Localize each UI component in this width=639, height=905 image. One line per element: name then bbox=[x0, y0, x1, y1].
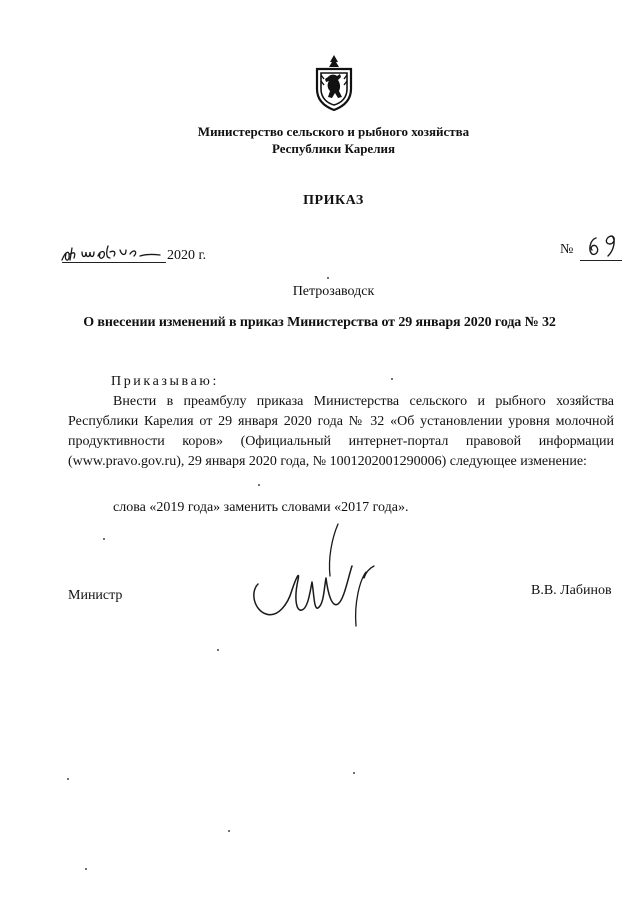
scan-speck bbox=[85, 868, 87, 870]
scan-speck bbox=[67, 778, 69, 780]
date-year: 2020 г. bbox=[167, 248, 207, 263]
city-name: Петрозаводск bbox=[292, 284, 375, 299]
scan-speck bbox=[391, 378, 393, 380]
order-body-text: Внести в преамбулу приказа Министерства сельского и рыбного хозяйства Республики Карелия от 29 января 2020 года № 32 «Об установлении уровня молочной продуктивности коров» (Официальный интернет-портал правовой информации (www.pravo.gov.ru), 29 января 2020 года, № 1001202001290006) следующее изменение: bbox=[68, 394, 614, 469]
order-subject: О внесении изменений в приказ Министерства от 29 января 2020 года № 32 bbox=[83, 315, 556, 330]
order-directive-word: Приказываю: bbox=[111, 374, 219, 389]
date-underline bbox=[62, 262, 166, 263]
handwritten-order-number bbox=[582, 232, 624, 260]
order-body-paragraph bbox=[68, 392, 614, 472]
number-underline bbox=[580, 260, 622, 261]
scan-speck bbox=[353, 772, 355, 774]
scan-speck bbox=[103, 538, 105, 540]
ministry-name-line2: Республики Карелия bbox=[271, 141, 396, 156]
karelia-coat-of-arms-icon bbox=[312, 55, 356, 111]
ministry-name-line1: Министерство сельского и рыбного хозяйства bbox=[197, 124, 470, 139]
replacement-clause: слова «2019 года» заменить словами «2017 года». bbox=[113, 500, 409, 515]
document-kind-heading: ПРИКАЗ bbox=[303, 193, 364, 208]
number-sign: № bbox=[560, 242, 574, 257]
scan-speck bbox=[228, 830, 230, 832]
handwritten-signature bbox=[248, 518, 388, 634]
scan-speck bbox=[327, 277, 329, 279]
scan-speck bbox=[258, 484, 260, 486]
signer-position: Министр bbox=[68, 588, 123, 603]
signer-name: В.В. Лабинов bbox=[531, 583, 612, 598]
scan-speck bbox=[217, 649, 219, 651]
handwritten-date bbox=[60, 242, 164, 264]
